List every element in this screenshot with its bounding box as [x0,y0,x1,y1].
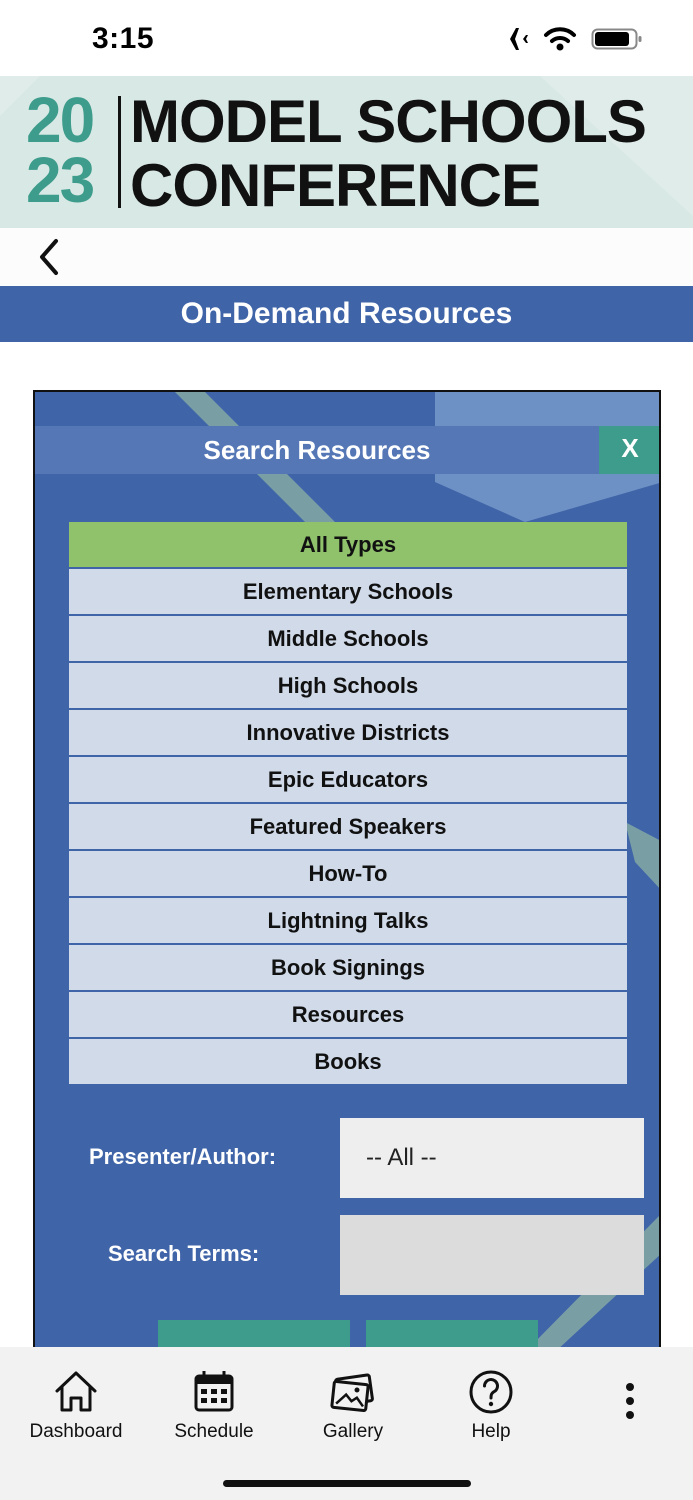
tab-gallery[interactable] [293,1367,413,1443]
airplane-icon [499,26,529,52]
search-resources-modal [33,390,661,1390]
tab-gallery-label: Gallery [322,1421,384,1442]
home-indicator [223,1480,471,1487]
banner-year [26,84,116,216]
bottom-tab-bar [0,1347,693,1500]
search-terms-label: Search Terms: [108,1241,260,1266]
banner-title-line2: CONFERENCE [130,152,541,219]
close-button[interactable]: X [599,426,661,474]
type-item-how-to[interactable]: How-To [69,851,627,896]
status-icons [499,26,643,52]
back-button[interactable] [32,236,68,278]
banner-year-top: 20 [26,84,94,156]
chevron-left-icon [32,236,68,278]
tab-schedule-label: Schedule [174,1421,254,1442]
more-vertical-icon [610,1377,650,1427]
tab-help-label: Help [471,1421,511,1442]
wifi-icon [543,26,577,52]
modal-title: Search Resources [35,426,599,474]
calendar-icon [189,1367,239,1417]
status-time: 3:15 [92,22,155,55]
conference-banner [0,76,693,228]
type-item-elementary-schools[interactable]: Elementary Schools [69,569,627,614]
nav-row [0,228,693,286]
more-button[interactable] [610,1377,650,1427]
status-bar [0,0,693,76]
tab-dashboard[interactable] [16,1367,136,1443]
type-item-book-signings[interactable]: Book Signings [69,945,627,990]
search-terms-input[interactable] [340,1215,644,1295]
banner-title-line1: MODEL SCHOOLS [130,88,646,155]
type-item-featured-speakers[interactable]: Featured Speakers [69,804,627,849]
type-item-all-types[interactable]: All Types [69,522,627,567]
type-item-resources[interactable]: Resources [69,992,627,1037]
question-icon [466,1367,516,1417]
tab-dashboard-label: Dashboard [29,1421,123,1442]
banner-title [130,90,646,218]
home-icon [51,1367,101,1417]
type-item-books[interactable]: Books [69,1039,627,1084]
type-item-epic-educators[interactable]: Epic Educators [69,757,627,802]
type-item-high-schools[interactable]: High Schools [69,663,627,708]
type-item-lightning-talks[interactable]: Lightning Talks [69,898,627,943]
presenter-label: Presenter/Author: [89,1144,277,1169]
tab-schedule[interactable] [154,1367,274,1443]
tab-help[interactable] [431,1367,551,1443]
resource-type-list [69,522,627,1086]
photos-icon [328,1367,378,1417]
presenter-select[interactable]: -- All -- [340,1118,644,1198]
banner-year-bottom: 23 [26,144,94,216]
type-item-innovative-districts[interactable]: Innovative Districts [69,710,627,755]
page-title: On-Demand Resources [0,286,693,342]
battery-icon [591,26,643,52]
type-item-middle-schools[interactable]: Middle Schools [69,616,627,661]
banner-divider [118,96,121,208]
